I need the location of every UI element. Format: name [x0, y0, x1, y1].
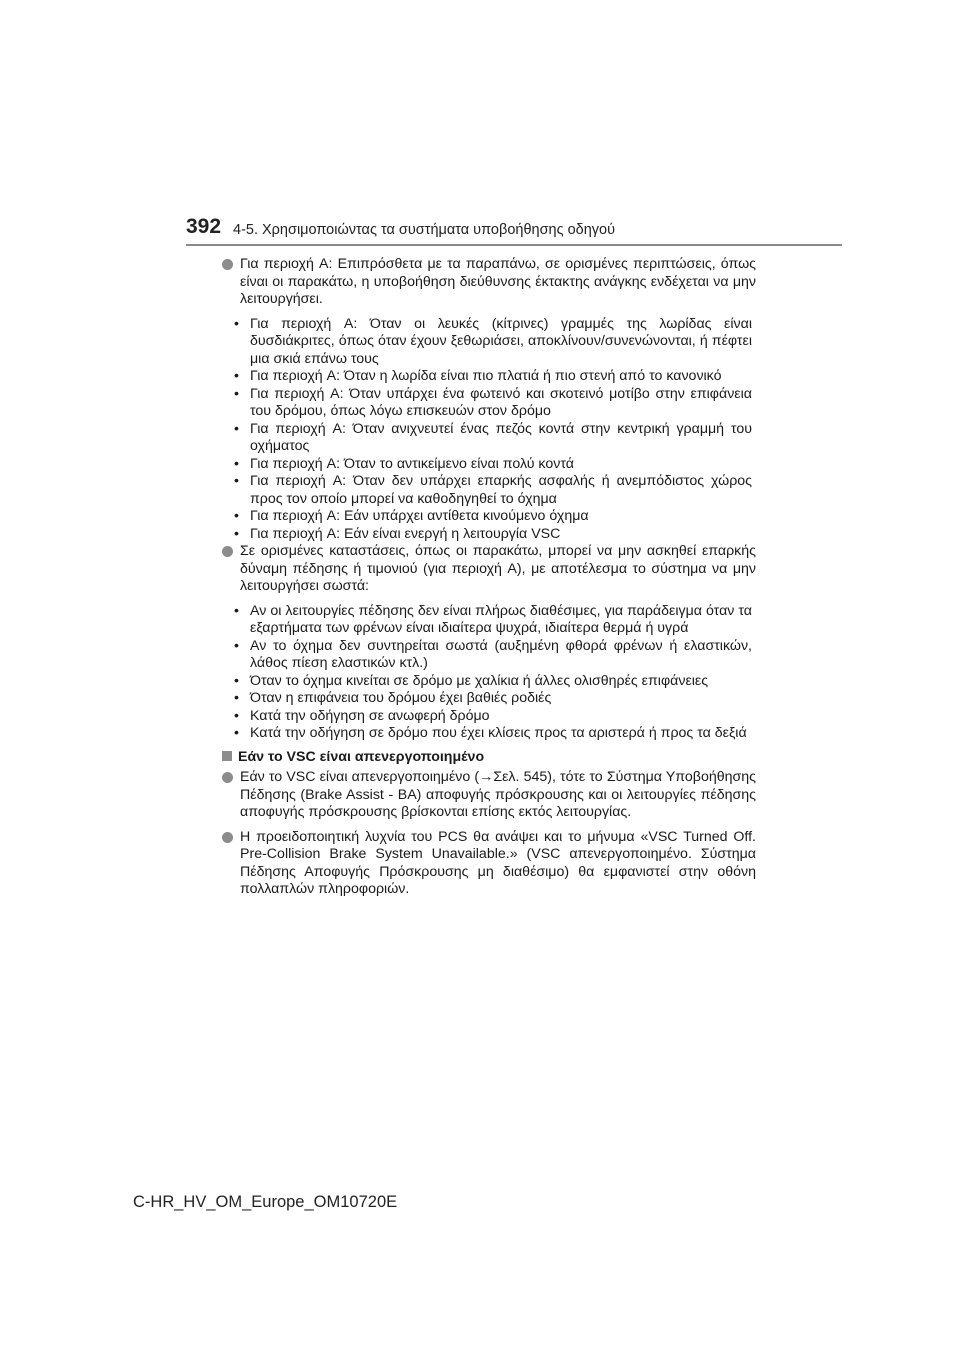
bullet-icon: •: [234, 473, 239, 489]
bullet-icon: •: [234, 725, 239, 741]
list-item-text: Κατά την οδήγηση σε δρόμο που έχει κλίσεις προς τα αριστερά ή προς τα δεξιά: [250, 725, 747, 741]
content: [222, 256, 756, 899]
bullet-circle-icon: [222, 546, 233, 557]
list-item-text: Όταν το όχημα κινείται σε δρόμο με χαλίκια ή άλλες ολισθηρές επιφάνειες: [250, 672, 709, 689]
list-item-text: Για περιοχή A: Όταν οι λευκές (κίτρινες) γραμμές της λωρίδας είναι δυσδιάκριτες, όπως όταν έχουν ξεθωριάσει, αποκλίνουν/συνενώνονται, ή πέφτει μια σκιά επάνω τους: [250, 315, 752, 367]
list-item: [222, 708, 756, 726]
bullet-icon: •: [234, 368, 239, 384]
list-item: [222, 673, 756, 691]
subsection-item-2: [222, 829, 756, 899]
list-item-text: Αν οι λειτουργίες πέδησης δεν είναι πλήρως διαθέσιμες, για παράδειγμα όταν τα εξαρτήματα των φρένων είναι ιδιαίτερα ψυχρά, ιδιαίτερα θερμά ή υγρά: [250, 602, 752, 636]
list-item: [222, 421, 756, 456]
section-title: 4-5. Χρησιμοποιώντας τα συστήματα υποβοήθησης οδηγού: [233, 222, 616, 238]
bullet-icon: •: [234, 672, 239, 689]
subsection-heading-text: Εάν το VSC είναι απενεργοποιημένο: [238, 748, 485, 765]
bullet-icon: •: [234, 508, 239, 524]
bullet-icon: •: [234, 525, 239, 542]
list-item-text: Αν το όχημα δεν συντηρείται σωστά (αυξημένη φθορά φρένων ή ελαστικών, λάθος πίεση ελαστικών κτλ.): [250, 637, 752, 671]
list-item-text: Για περιοχή A: Όταν το αντικείμενο είναι πολύ κοντά: [250, 455, 574, 472]
list-item: [222, 603, 756, 638]
list-item: [222, 690, 756, 708]
list-item-text: Για περιοχή A: Όταν δεν υπάρχει επαρκής ασφαλής ή ανεμπόδιστος χώρος προς τον οποίο μπορεί να καθοδηγηθεί το όχημα: [250, 473, 752, 507]
bullet-icon: •: [234, 602, 239, 619]
bullet-circle-icon: [222, 259, 233, 270]
list-item: [222, 473, 756, 508]
list-item: [222, 316, 756, 369]
bullet-list-2: [222, 603, 756, 743]
bullet-list-1: [222, 316, 756, 544]
item-text-after: Σελ. 545), τότε το Σύστημα Υποβοήθησης Πέδησης (Brake Assist - BA) αποφυγής πρόσκρουσης και οι λειτουργίες πέδησης αποφυγής πρόσκρουσης βρίσκονται επίσης εκτός λειτουργίας.: [240, 769, 756, 820]
list-item-text: Για περιοχή A: Όταν υπάρχει ένα φωτεινό και σκοτεινό μοτίβο στην επιφάνεια του δρόμου, όπως λόγω επισκευών στον δρόμο: [250, 385, 752, 419]
paragraph-text: Για περιοχή A: Επιπρόσθετα με τα παραπάνω, σε ορισμένες περιπτώσεις, όπως είναι οι παρακάτω, η υποβοήθηση διεύθυνσης έκτακτης ανάγκης ενδέχεται να μην λειτουργήσει.: [240, 256, 756, 307]
bullet-icon: •: [234, 420, 239, 437]
bullet-circle-icon: [222, 832, 233, 843]
list-item-text: Για περιοχή A: Όταν ανιχνευτεί ένας πεζός κοντά στην κεντρική γραμμή του οχήματος: [250, 420, 752, 454]
list-item-text: Για περιοχή A: Εάν είναι ενεργή η λειτουργία VSC: [250, 525, 561, 542]
list-item: [222, 386, 756, 421]
paragraph-block-1: [222, 256, 756, 309]
list-item-text: Όταν η επιφάνεια του δρόμου έχει βαθιές ροδιές: [250, 690, 552, 706]
bullet-icon: •: [234, 707, 239, 724]
list-item-text: Κατά την οδήγηση σε ανωφερή δρόμο: [250, 707, 490, 724]
paragraph-block-2: [222, 543, 756, 596]
bullet-icon: •: [234, 690, 239, 706]
item-text-before: Εάν το VSC είναι απενεργοποιημένο (: [240, 769, 480, 785]
bullet-icon: •: [234, 315, 239, 332]
list-item: [222, 456, 756, 474]
subsection-body: [222, 769, 756, 899]
bullet-icon: •: [234, 637, 239, 654]
list-item: [222, 526, 756, 544]
paragraph-text: Σε ορισμένες καταστάσεις, όπως οι παρακάτω, μπορεί να μην ασκηθεί επαρκής δύναμη πέδησης ή τιμονιού (για περιοχή A), με αποτέλεσμα το σύστημα να μην λειτουργήσει σωστά:: [240, 543, 756, 594]
page-number: 392: [186, 215, 222, 238]
list-item-text: Για περιοχή A: Εάν υπάρχει αντίθετα κινούμενο όχημα: [250, 508, 589, 524]
subsection-heading: [222, 749, 756, 767]
list-item-text: Για περιοχή A: Όταν η λωρίδα είναι πιο πλατιά ή πιο στενή από το κανονικό: [250, 368, 722, 384]
bullet-icon: •: [234, 385, 239, 402]
header-rule: [186, 244, 842, 246]
list-item: [222, 368, 756, 386]
bullet-circle-icon: [222, 772, 233, 783]
heading-square-icon: [222, 751, 232, 761]
list-item: [222, 725, 756, 743]
bullet-icon: •: [234, 455, 239, 472]
footer-code: C-HR_HV_OM_Europe_OM10720E: [133, 1193, 398, 1211]
item-text: Η προειδοποιητική λυχνία του PCS θα ανάψει και το μήνυμα «VSC Turned Off. Pre-Collision Brake System Unavailable.» (VSC απενεργοποιημένο. Σύστημα Πέδησης Αποφυγής Πρόσκρουσης μη διαθέσιμο) θα εμφανιστεί στην οθόνη πολλαπλών πληροφοριών.: [240, 828, 756, 897]
subsection-item-1: [222, 769, 756, 822]
list-item: [222, 508, 756, 526]
arrow-icon: →: [479, 769, 494, 785]
list-item: [222, 638, 756, 673]
